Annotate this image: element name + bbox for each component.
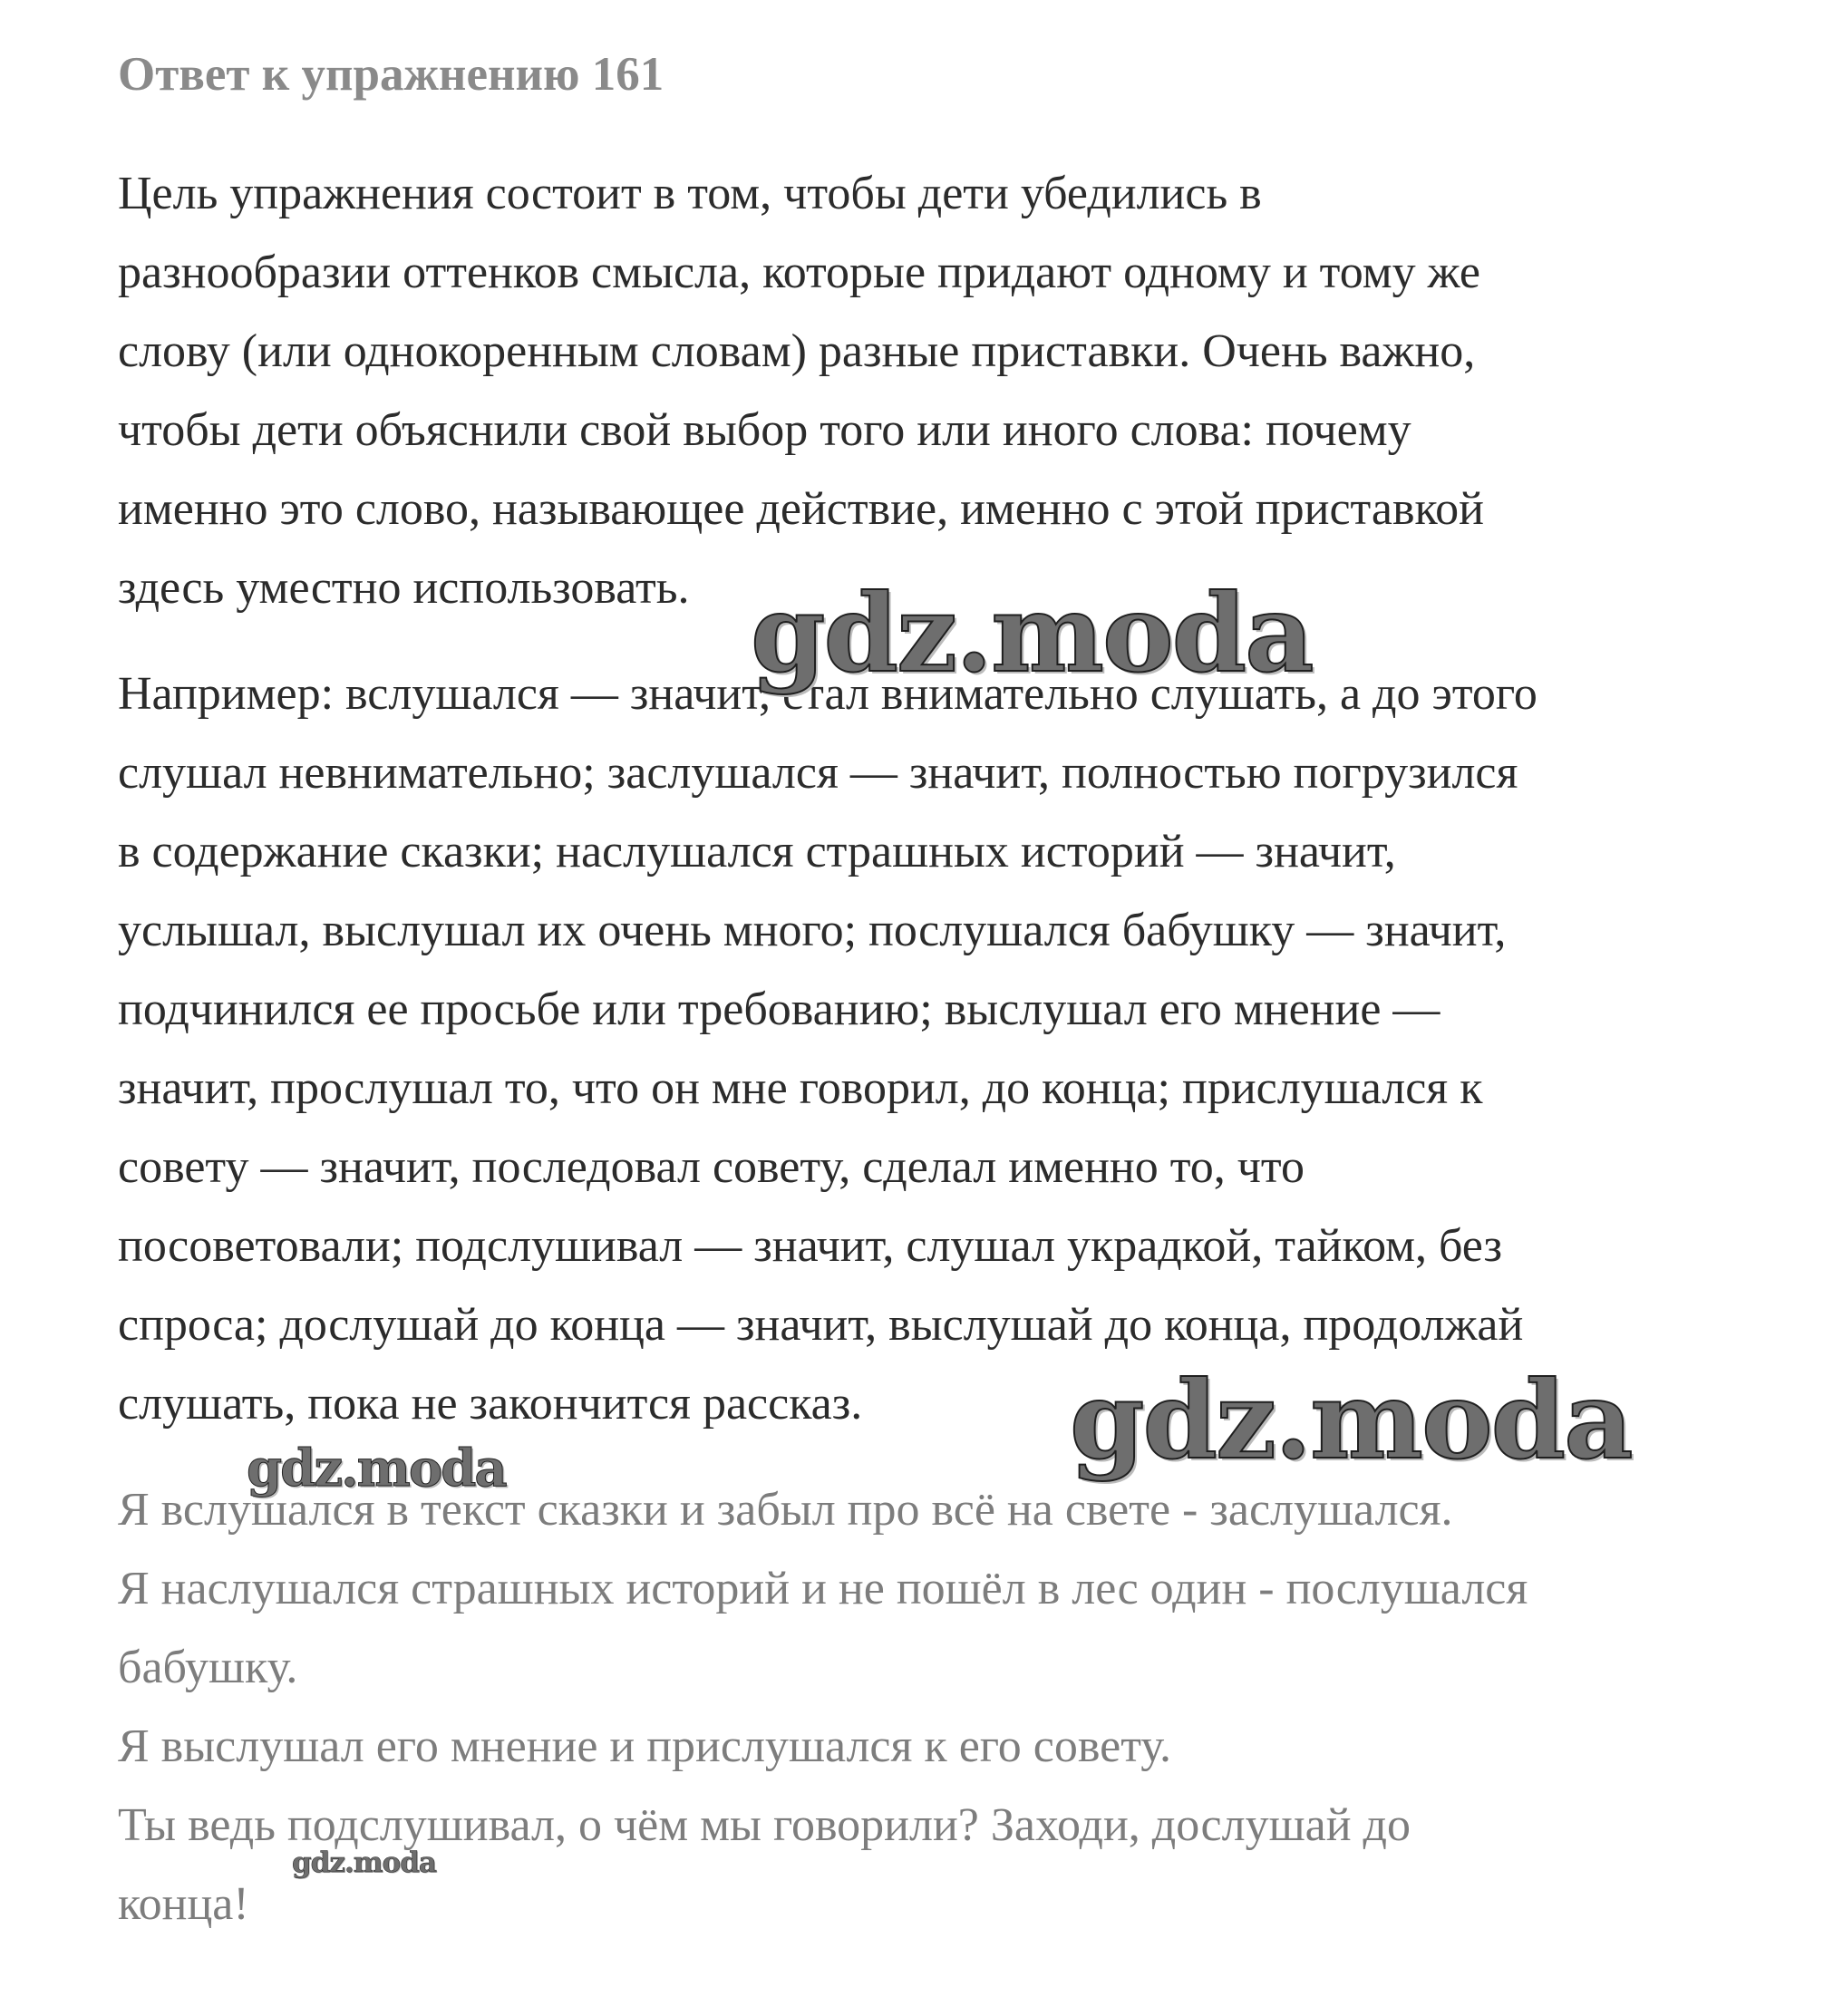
text-line: конца! (118, 1878, 249, 1930)
text-line: Цель упражнения состоит в том, чтобы дети убедились в (118, 168, 1262, 219)
watermark: gdz.moda (292, 1846, 436, 1879)
text-line: в содержание сказки; наслушался страшных историй — значит, (118, 826, 1396, 877)
text-line: значит, прослушал то, что он мне говорил, до конца; прислушался к (118, 1062, 1483, 1114)
text-line: Я наслушался страшных историй и не пошёл в лес один - послушался (118, 1563, 1528, 1614)
text-line: спроса; дослушай до конца — значит, выслушай до конца, продолжай (118, 1299, 1524, 1351)
watermark: gdz.moda (751, 570, 1313, 696)
text-line: разнообразии оттенков смысла, которые придают одному и тому же (118, 247, 1480, 298)
text-line: слушать, пока не закончится рассказ. (118, 1378, 863, 1430)
watermark: gdz.moda (247, 1439, 506, 1498)
text-line: подчинился ее просьбе или требованию; выслушал его мнение — (118, 984, 1440, 1035)
text-line: посоветовали; подслушивал — значит, слушал украдкой, тайком, без (118, 1220, 1503, 1272)
text-line: услышал, выслушал их очень много; послушался бабушку — значит, (118, 905, 1507, 956)
explanation-paragraph (118, 154, 1731, 627)
text-line: Я выслушал его мнение и прислушался к его совету. (118, 1720, 1172, 1772)
page-title: Ответ к упражнению 161 (118, 48, 664, 101)
text-line: здесь уместно использовать. (118, 562, 690, 614)
text-line: Например: вслушался — значит, стал внимательно слушать, а до этого (118, 668, 1537, 720)
text-line: совету — значит, последовал совету, сделал именно то, что (118, 1141, 1305, 1193)
text-line: слову (или однокоренным словам) разные приставки. Очень важно, (118, 325, 1476, 377)
text-line: слушал невнимательно; заслушался — значит, полностью погрузился (118, 747, 1518, 799)
examples-paragraph (118, 654, 1731, 1443)
text-line: чтобы дети объяснили свой выбор того или иного слова: почему (118, 404, 1411, 456)
text-line: Ты ведь подслушивал, о чём мы говорили? Заходи, дослушай до (118, 1799, 1411, 1851)
watermark: gdz.moda (1070, 1357, 1632, 1483)
text-line: именно это слово, называющее действие, именно с этой приставкой (118, 483, 1484, 535)
text-line: Я вслушался в текст сказки и забыл про всё на свете - заслушался. (118, 1484, 1453, 1536)
text-line: бабушку. (118, 1642, 298, 1693)
